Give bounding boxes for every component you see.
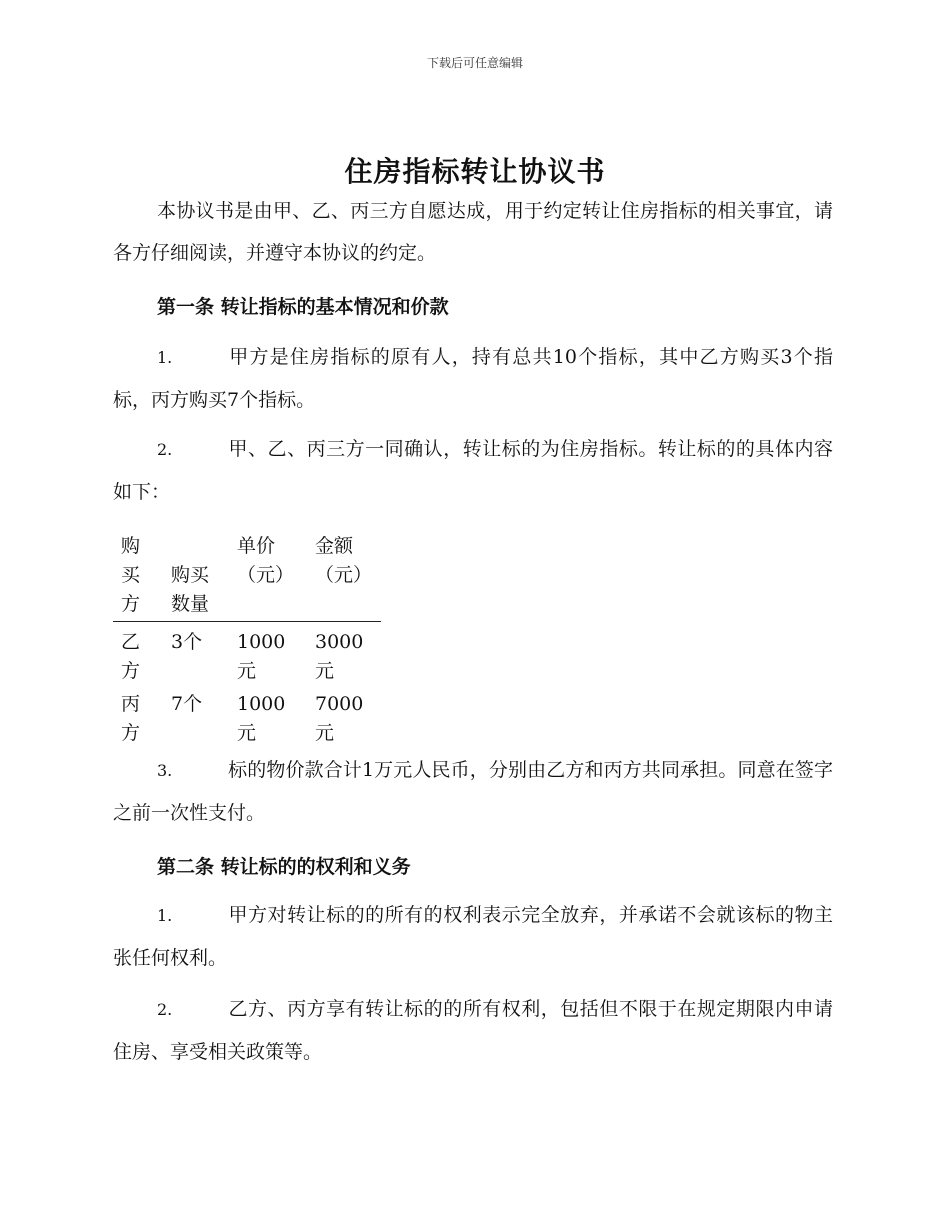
table-header-row: [113, 532, 381, 622]
table-cell: 1000元: [237, 631, 286, 682]
item-text: 乙方、丙方享有转让标的的所有权利，包括但不限于在规定期限内申请住房、享受相关政策等。: [113, 998, 833, 1063]
section-1-item-2: [113, 428, 833, 513]
table-cell: 丙方: [121, 693, 141, 744]
table-header-cell: 单价（元）: [229, 532, 307, 622]
item-number: 1.: [157, 348, 173, 367]
section-2-heading: 第二条 转让标的的权利和义务: [157, 856, 411, 878]
table-cell: 7000元: [315, 693, 364, 744]
item-text: 甲、乙、丙三方一同确认，转让标的为住房指标。转让标的的具体内容如下：: [113, 438, 833, 503]
section-1-heading: 第一条 转让指标的基本情况和价款: [157, 296, 449, 318]
price-table: [113, 532, 381, 752]
table-cell: 乙方: [121, 631, 141, 682]
intro-paragraph: 本协议书是由甲、乙、丙三方自愿达成，用于约定转让住房指标的相关事宜，请各方仔细阅读，并遵守本协议的约定。: [113, 200, 833, 264]
table-cell: 3000元: [315, 631, 364, 682]
item-text: 甲方是住房指标的原有人，持有总共10个指标，其中乙方购买3个指标，丙方购买7个指标。: [113, 346, 833, 411]
section-2-item-2: [113, 988, 833, 1073]
table-row: [113, 622, 381, 691]
table-header-cell: 购买方: [113, 532, 163, 622]
table-header-cell: 购买数量: [163, 532, 229, 622]
section-1-item-1: [113, 336, 833, 421]
table-cell: 7个: [171, 693, 203, 715]
table-cell: 1000元: [237, 693, 286, 744]
item-text: 甲方对转让标的的所有的权利表示完全放弃，并承诺不会就该标的物主张任何权利。: [113, 904, 833, 969]
item-number: 1.: [157, 906, 173, 925]
item-number: 3.: [157, 761, 173, 780]
document-title: 住房指标转让协议书: [344, 155, 606, 188]
table-header-cell: 金额（元）: [307, 532, 381, 622]
section-2-item-1: [113, 894, 833, 979]
item-text: 标的物价款合计1万元人民币，分别由乙方和丙方共同承担。同意在签字之前一次性支付。: [113, 759, 833, 824]
table-cell: 3个: [171, 631, 203, 653]
header-note: 下载后可任意编辑: [426, 56, 523, 70]
table-row: [113, 690, 381, 752]
section-1-item-3: [113, 749, 833, 834]
item-number: 2.: [157, 1000, 173, 1019]
item-number: 2.: [157, 440, 173, 459]
